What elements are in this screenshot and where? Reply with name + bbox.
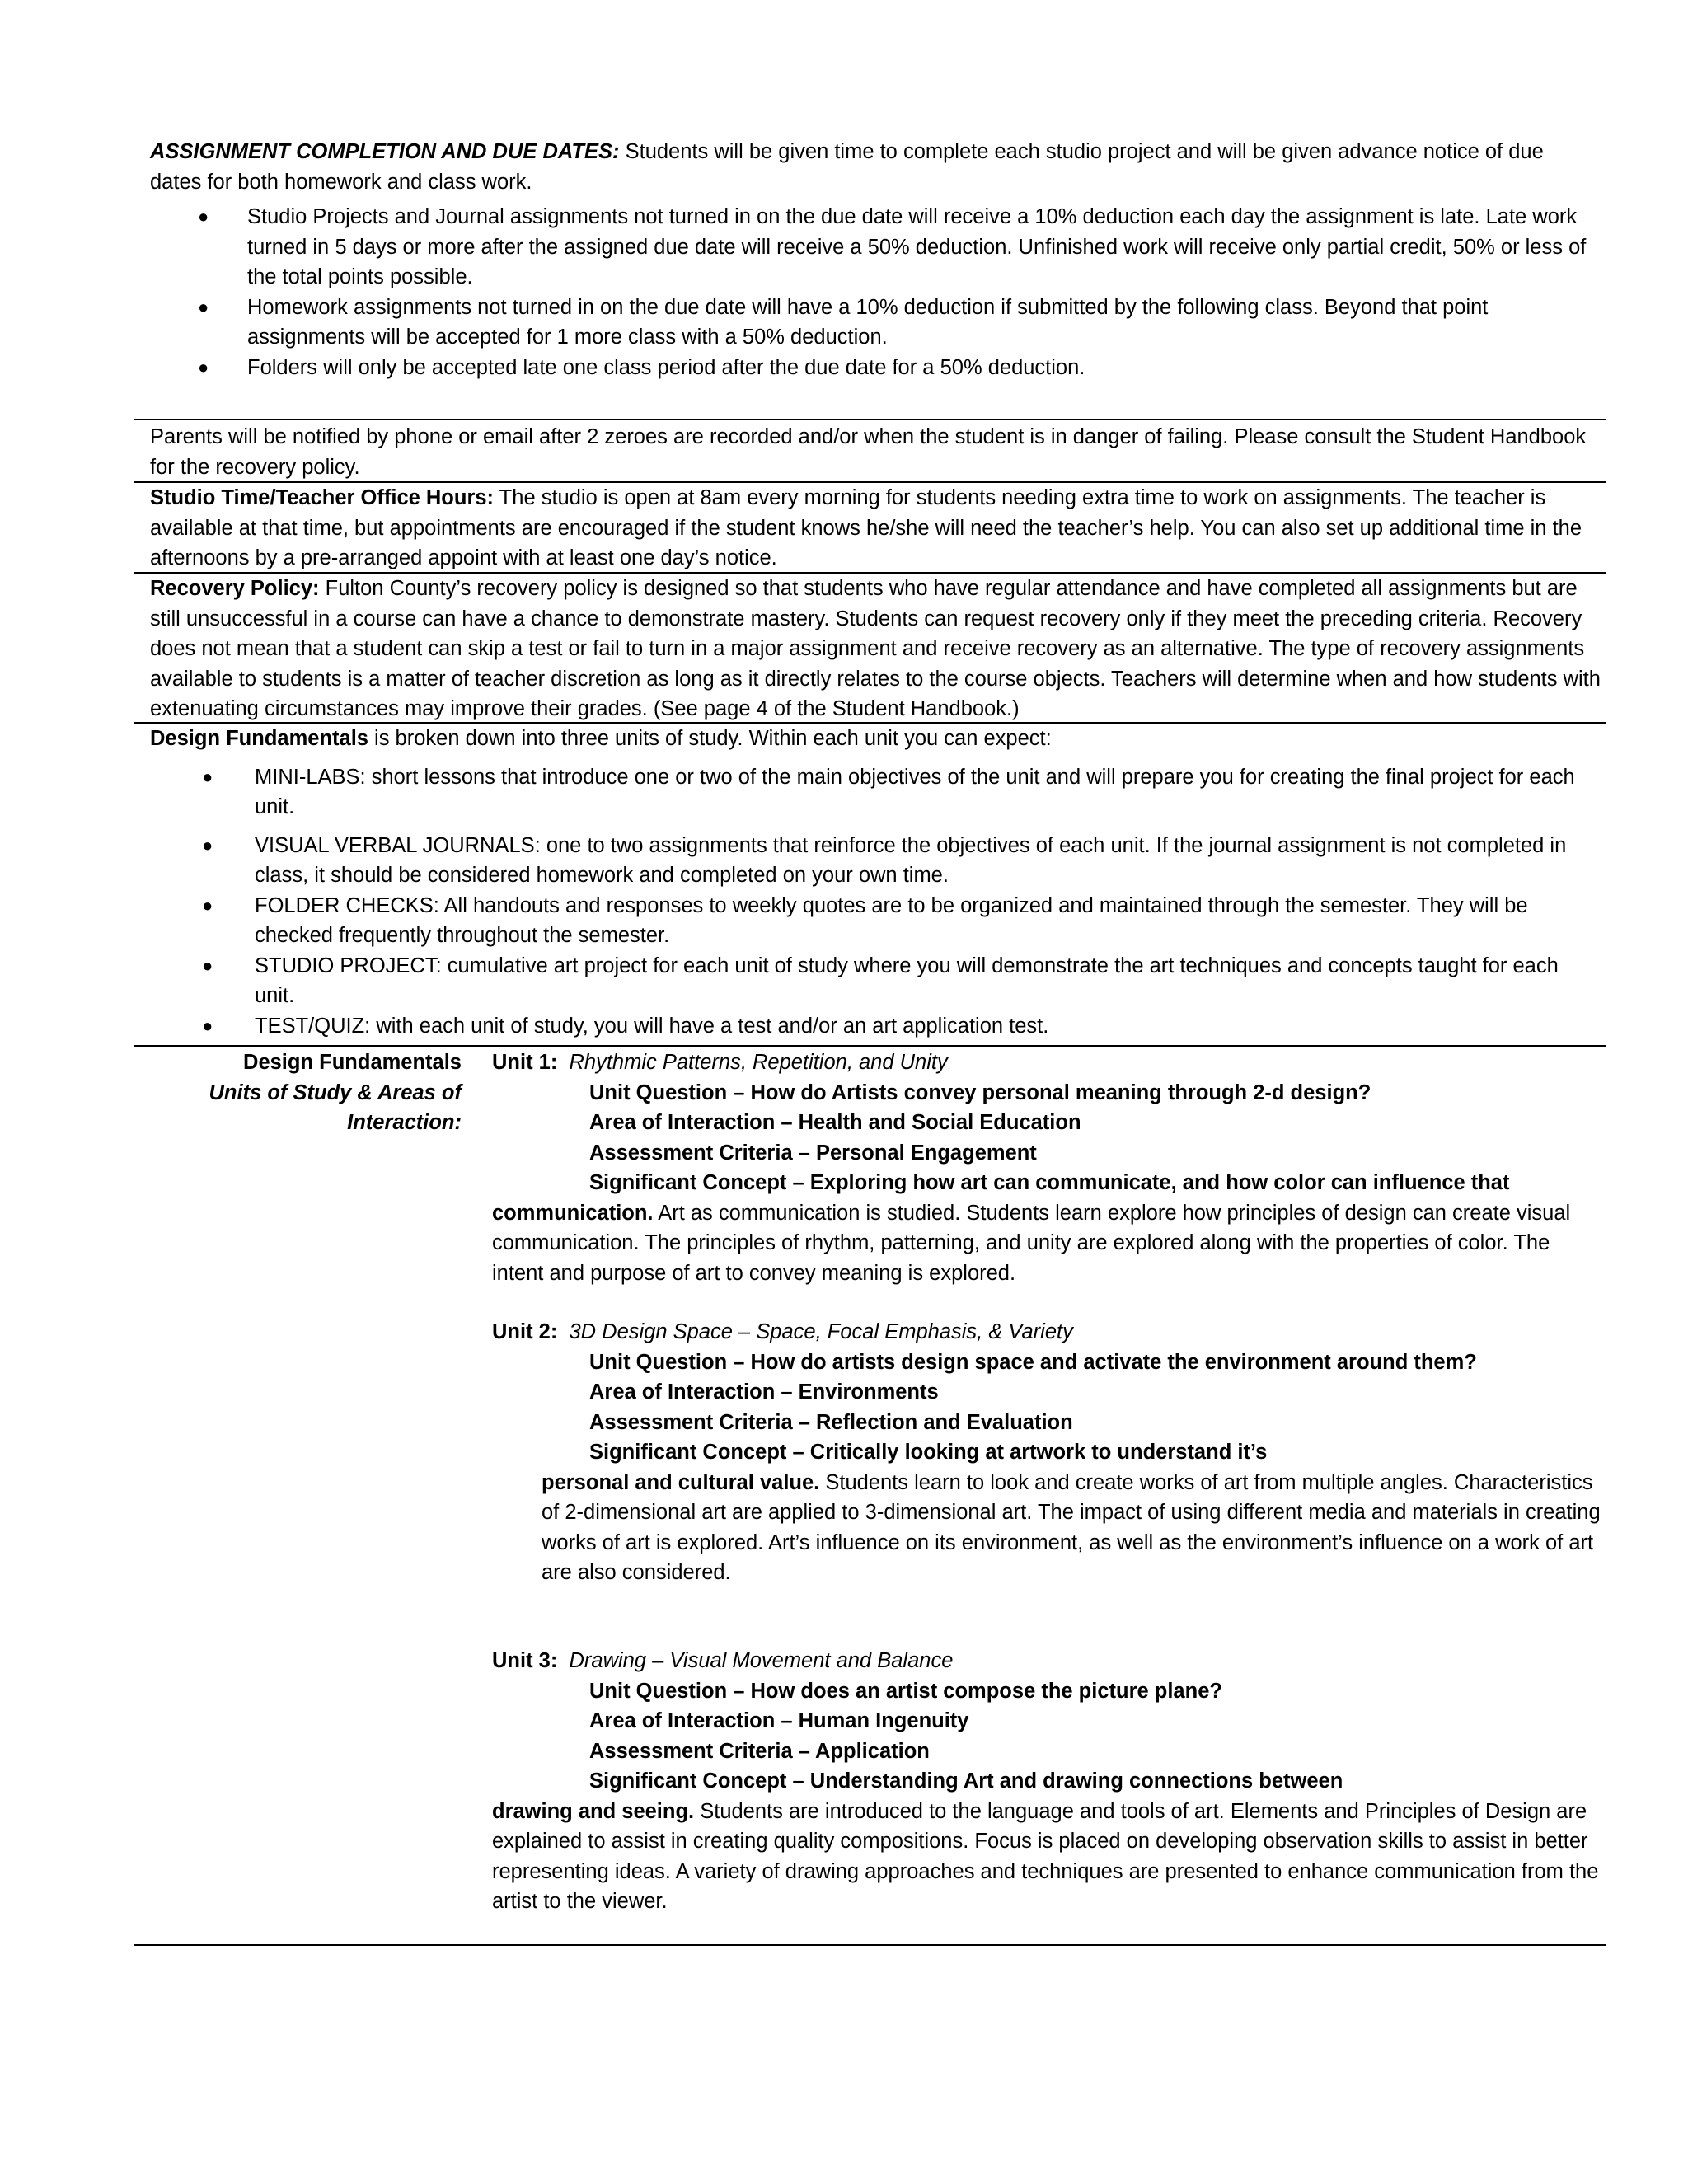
- assignment-heading: ASSIGNMENT COMPLETION AND DUE DATES:: [150, 140, 620, 163]
- unit-criteria: Assessment Criteria – Personal Engagement: [589, 1141, 1037, 1165]
- unit-title: 3D Design Space – Space, Focal Emphasis, & Variety: [569, 1320, 1073, 1343]
- unit-2: [492, 1317, 1601, 1588]
- bullet-icon: ●: [202, 834, 213, 855]
- list-item: [150, 353, 1601, 383]
- studio-time-label: Studio Time/Teacher Office Hours:: [150, 486, 495, 509]
- recovery-text: Fulton County’s recovery policy is designed so that students who have regular attendance and have completed all assignments but are still unsuccessful in a course can have a chance to demonstrate mastery. Students can request recovery only if they meet the preceding criteria. Recovery does not mean that a student can skip a test or fail to turn in a major assignment and receive recovery as an alternative. The type of recovery assignments available to students is a matter of teacher discretion as long as it directly relates to the course objects. Teachers will determine when and how students with extenuating circumstances may improve their grades. (See page 4 of the Student Handbook.): [150, 577, 1601, 720]
- design-label: Design Fundamentals: [150, 727, 368, 750]
- unit-concept: Significant Concept – Critically looking at artwork to understand it’s: [589, 1441, 1268, 1464]
- assignment-bullet-list: [150, 202, 1601, 382]
- recovery-label: Recovery Policy:: [150, 577, 320, 600]
- list-item-text: Studio Projects and Journal assignments not turned in on the due date will receive a 10% deduction each day the assignment is late. Late work turned in 5 days or more after the assigned due date will receive a 50% deduction. Unfinished work will receive only partial credit, 50% or less of the total points possible.: [247, 205, 1587, 288]
- bullet-icon: ●: [198, 356, 209, 377]
- list-item: [150, 293, 1601, 353]
- list-item: [150, 891, 1601, 951]
- units-left-title: Design Fundamentals: [243, 1051, 462, 1074]
- unit-title: Drawing – Visual Movement and Balance: [569, 1649, 954, 1672]
- divider: [134, 1045, 1606, 1047]
- list-item: [150, 951, 1601, 1011]
- unit-description: [492, 1198, 1601, 1289]
- unit-concept-continued: drawing and seeing.: [492, 1799, 695, 1823]
- unit-label: Unit 2:: [492, 1320, 558, 1343]
- bullet-icon: ●: [202, 954, 213, 976]
- list-item-text: TEST/QUIZ: with each unit of study, you will have a test and/or an art application test.: [255, 1014, 1049, 1038]
- unit-concept-continued: personal and cultural value.: [542, 1470, 820, 1494]
- unit-description: [492, 1797, 1601, 1917]
- parents-notice: Parents will be notified by phone or email after 2 zeroes are recorded and/or when the student is in danger of failing. Please consult the Student Handbook for the recovery policy.: [150, 425, 1587, 479]
- unit-heading: [492, 1317, 1601, 1347]
- design-bullet-list: [150, 762, 1601, 1042]
- list-item-text: FOLDER CHECKS: All handouts and responses to weekly quotes are to be organized and maintained through the semester. They will be checked frequently throughout the semester.: [255, 893, 1528, 947]
- list-item-text: Folders will only be accepted late one class period after the due date for a 50% deduction.: [247, 355, 1085, 379]
- bullet-icon: ●: [202, 894, 213, 916]
- unit-description: [492, 1468, 1601, 1588]
- unit-concept: Significant Concept – Understanding Art and drawing connections between: [589, 1769, 1343, 1793]
- bullet-icon: ●: [198, 206, 209, 227]
- unit-description-text: Students learn to look and create works of art from multiple angles. Characteristics of 2-dimensional art are applied to 3-dimensional art. The impact of using different media and materials in creating works of art is explored. Art’s influence on its environment, as well as the environment’s influence on a work of art are also considered.: [542, 1470, 1601, 1584]
- list-item: [150, 202, 1601, 293]
- units-left-subtitle: Units of Study & Areas of Interaction:: [209, 1080, 462, 1134]
- divider: [134, 1944, 1606, 1946]
- unit-question: Unit Question – How does an artist compose the picture plane?: [589, 1679, 1222, 1703]
- units-left-column: [150, 1047, 462, 1138]
- unit-description-text: Students are introduced to the language and tools of art. Elements and Principles of Design are explained to assist in creating quality compositions. Focus is placed on developing observation skills to assist in better representing ideas. A variety of drawing approaches and techniques are presented to enhance communication from the artist to the viewer.: [492, 1799, 1599, 1913]
- list-item: [150, 762, 1601, 823]
- unit-description-text: Art as communication is studied. Students learn explore how principles of design can create visual communication. The principles of rhythm, patterning, and unity are explored along with the properties of color. The intent and purpose of art to convey meaning is explored.: [492, 1201, 1571, 1285]
- list-item-text: MINI-LABS: short lessons that introduce one or two of the main objectives of the unit and will prepare you for creating the final project for each unit.: [255, 765, 1575, 818]
- list-item-text: Homework assignments not turned in on the due date will have a 10% deduction if submitted by the following class. Beyond that point assignments will be accepted for 1 more class with a 50% deduction.: [247, 295, 1489, 349]
- bullet-icon: ●: [202, 766, 213, 787]
- unit-area: Area of Interaction – Human Ingenuity: [589, 1709, 969, 1732]
- unit-1: [492, 1047, 1601, 1288]
- unit-area: Area of Interaction – Health and Social Education: [589, 1111, 1081, 1134]
- bullet-icon: ●: [198, 296, 209, 317]
- design-intro: is broken down into three units of study. Within each unit you can expect:: [368, 727, 1052, 750]
- unit-3: [492, 1646, 1601, 1917]
- design-section: [150, 724, 1601, 1041]
- studio-time-text: The studio is open at 8am every morning for students needing extra time to work on assignments. The teacher is available at that time, but appointments are encouraged if the student knows he/she will need the teacher’s help. You can also set up additional time in the afternoons by a pre-arranged appoint with at least one day’s notice.: [150, 486, 1582, 569]
- recovery-section: [150, 574, 1601, 724]
- unit-label: Unit 1:: [492, 1051, 558, 1074]
- unit-heading: [492, 1646, 1601, 1676]
- divider: [134, 419, 1606, 420]
- unit-question: Unit Question – How do artists design space and activate the environment around them?: [589, 1350, 1477, 1374]
- unit-label: Unit 3:: [492, 1649, 558, 1672]
- unit-concept-continued: communication.: [492, 1201, 654, 1225]
- unit-question: Unit Question – How do Artists convey personal meaning through 2-d design?: [589, 1080, 1372, 1104]
- unit-criteria: Assessment Criteria – Application: [589, 1739, 930, 1763]
- unit-criteria: Assessment Criteria – Reflection and Evaluation: [589, 1410, 1073, 1434]
- unit-concept: Significant Concept – Exploring how art can communicate, and how color can influence that: [589, 1171, 1510, 1194]
- list-item: [150, 1011, 1601, 1042]
- unit-title: Rhythmic Patterns, Repetition, and Unity: [569, 1051, 948, 1074]
- assignment-section: [150, 137, 1601, 382]
- assignment-intro: Students will be given time to complete each studio project and will be given advance notice of due dates for both homework and class work.: [150, 140, 1544, 194]
- studio-time-section: [150, 483, 1601, 574]
- unit-heading: [492, 1047, 1601, 1078]
- list-item-text: STUDIO PROJECT: cumulative art project for each unit of study where you will demonstrate the art techniques and concepts taught for each unit.: [255, 954, 1559, 1007]
- design-paragraph: [150, 724, 1601, 754]
- unit-area: Area of Interaction – Environments: [589, 1380, 939, 1404]
- bullet-icon: ●: [202, 1015, 213, 1036]
- list-item: [150, 831, 1601, 891]
- assignment-paragraph: [150, 137, 1601, 197]
- list-item-text: VISUAL VERBAL JOURNALS: one to two assignments that reinforce the objectives of each unit. If the journal assignment is not completed in class, it should be considered homework and completed on your own time.: [255, 833, 1567, 887]
